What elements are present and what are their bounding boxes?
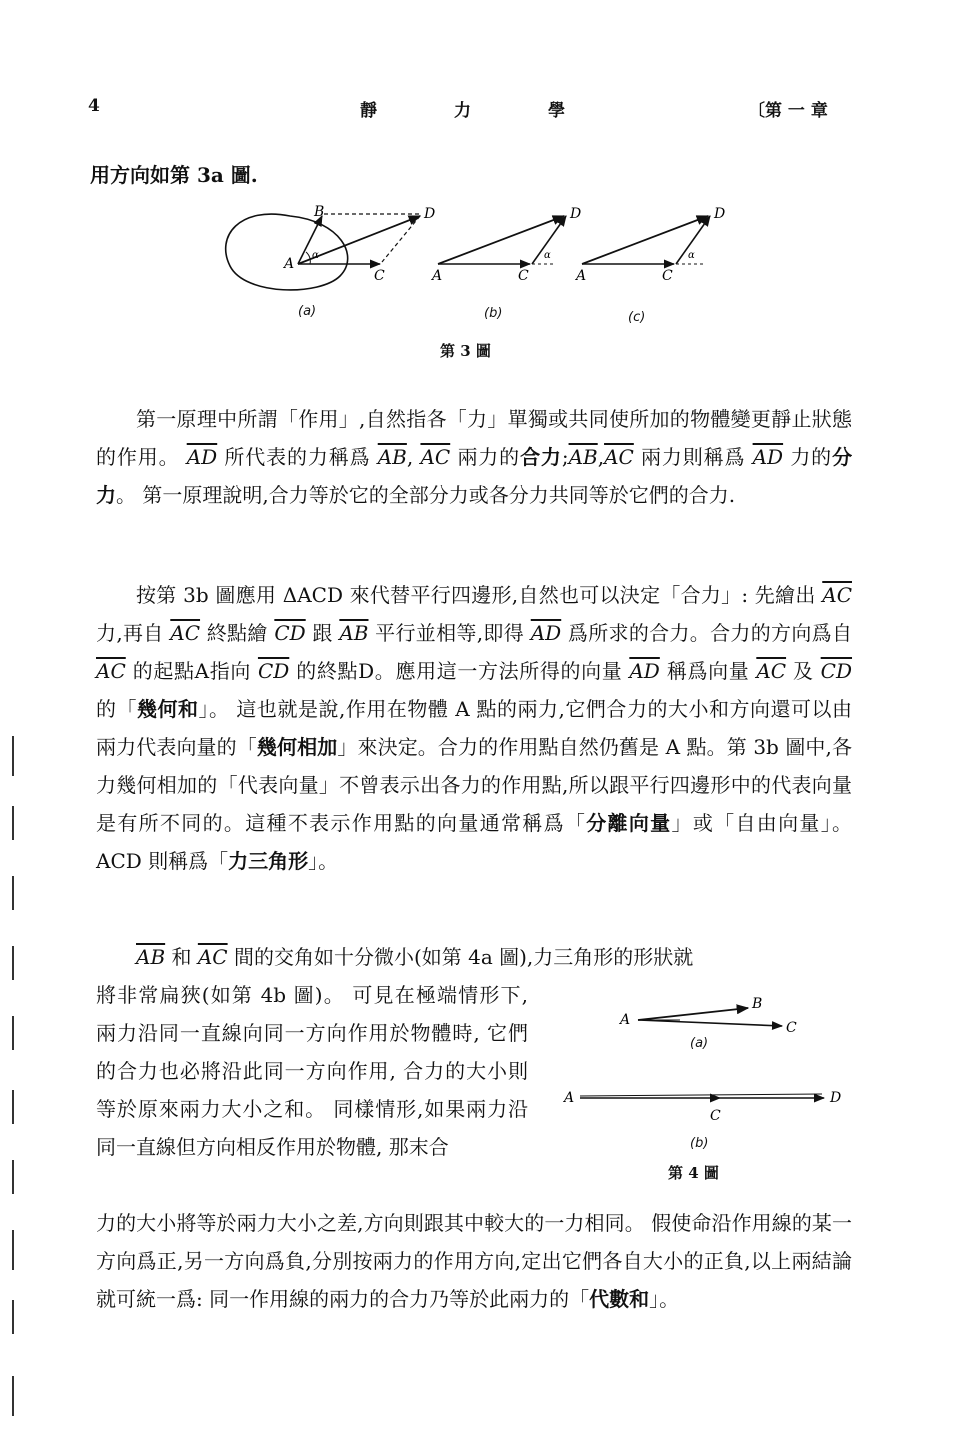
- fig3a-label-C: C: [374, 268, 385, 284]
- term-component: 分力: [96, 445, 853, 507]
- header-title-char-3: 學: [548, 101, 565, 121]
- header-chapter: 〔第 一 章: [748, 101, 828, 121]
- margin-mark: [12, 806, 14, 840]
- margin-mark: [12, 1230, 14, 1270]
- margin-mark: [12, 1016, 14, 1050]
- fig3c-label-D: D: [714, 206, 726, 222]
- fig4b-label-A: A: [564, 1090, 575, 1106]
- margin-mark: [12, 946, 14, 980]
- figure-3-caption: 第 3 圖: [440, 342, 491, 360]
- margin-mark: [12, 1376, 14, 1416]
- intro-line: 用方向如第 3a 圖.: [90, 163, 258, 187]
- term-algebraic-sum: 代數和: [589, 1287, 650, 1311]
- header-title-char-2: 力: [454, 101, 471, 121]
- vector-AC: $\overline{AC}$: [420, 445, 451, 469]
- term-geometric-sum: 幾何和: [137, 697, 199, 721]
- vector-AB: $\overline{AB}$: [377, 445, 407, 469]
- paragraph-3-bottom: 力的大小將等於兩力大小之差,方向則跟其中較大的一力相同。 假使命沿作用線的某一方向爲正,另一方向爲負,分別按兩力的作用方向,定出它們各自大小的正負,以上兩結論就可統一爲: 同一作用線的兩力的合力乃等於此兩力的「代數和」。: [96, 1211, 852, 1311]
- vector-AD: $\overline{AD}$: [186, 445, 218, 469]
- term-separated-vector: 分離向量: [586, 811, 672, 835]
- running-header: [88, 96, 848, 126]
- figure-4-caption: 第 4 圖: [668, 1164, 719, 1182]
- paragraph-3-left-column: 將非常扁狹(如第 4b 圖)。 可見在極端情形下, 兩力沿同一直線向同一方向作用於物體時, 它們的合力也必將沿此同一方向作用, 合力的大小則等於原來兩力大小之和。 同樣情形,如果兩力沿同一直線但方向相反作用於物體, 那末合: [96, 983, 528, 1159]
- fig4-subcaption-b: (b): [690, 1136, 709, 1151]
- fig4b-label-D: D: [830, 1090, 842, 1106]
- fig3a-label-B: B: [314, 204, 325, 220]
- fig3c-label-alpha: α: [688, 250, 695, 261]
- fig3b-label-alpha: α: [544, 250, 551, 261]
- paragraph-2: 按第 3b 圖應用 ΔACD 來代替平行四邊形,自然也可以決定「合力」: 先繪出 $\overline{AC}$ 力,再自 $\overline{AC}$ 終點繪 $\overline{CD}$ 跟 $\overline{AB}$ 平行並相等,即得 $\overline{AD}$ 爲所求的合力。合力的方向爲自 $\overline{AC}$ 的起點A指向 $\overline{CD}$ 的終點D。應用這一方法所得的向量 $\overline{AD}$ 稱爲向量 $\overline{AC}$ 及 $\overline{CD}$ 的「幾何和」。 這也就是說,作用在物體 A 點的兩力,它們合力的大小和方向還可以由兩力代表向量的「幾何相加」來決定。合力的作用點自然仍舊是 A 點。第 3b 圖中,各力幾何相加的「代表向量」不曾表示出各力的作用點,所以跟平行四邊形中的代表向量是有所不同的。這種不表示作用點的向量通常稱爲「分離向量」或「自由向量」。 ACD 則稱爲「力三角形」。: [96, 583, 853, 873]
- margin-mark: [12, 1090, 14, 1124]
- header-title-char-1: 靜: [360, 101, 377, 121]
- fig3b-label-C: C: [518, 268, 529, 284]
- figure-3a-diagram: [226, 214, 420, 290]
- figure-4: [560, 990, 850, 1130]
- figure-3: [210, 196, 750, 316]
- fig3a-label-alpha: α: [312, 250, 319, 261]
- fig3-subcaption-b: (b): [484, 306, 503, 321]
- fig3a-label-A: A: [284, 256, 295, 272]
- figure-4b-diagram: [580, 1094, 824, 1098]
- term-force-triangle: 力三角形: [228, 849, 309, 873]
- margin-mark: [12, 736, 14, 776]
- margin-mark: [12, 1160, 14, 1194]
- fig4b-label-C: C: [710, 1108, 721, 1124]
- fig3-subcaption-a: (a): [298, 304, 317, 319]
- term-resultant: 合力: [520, 445, 562, 469]
- margin-mark: [12, 1300, 14, 1334]
- fig4-subcaption-a: (a): [690, 1036, 709, 1051]
- fig3a-label-D: D: [424, 206, 436, 222]
- fig4a-label-A: A: [620, 1012, 631, 1028]
- fig4a-label-B: B: [752, 996, 763, 1012]
- paragraph-1: 第一原理中所謂「作用」,自然指各「力」單獨或共同使所加的物體變更靜止狀態的作用。 $\overline{AD}$ 所代表的力稱爲 $\overline{AB}$, $\overline{AC}$ 兩力的合力$;\overline{AB},\overline{AC}$ 兩力則稱爲 $\overline{AD}$ 力的分力。 第一原理說明,合力等於它的全部分力或各分力共同等於它們的合力.: [96, 407, 853, 507]
- margin-mark: [12, 876, 14, 910]
- term-geometric-addition: 幾何相加: [256, 735, 338, 759]
- paragraph-3-top: $\overline{AB}$ 和 $\overline{AC}$ 間的交角如十分微小(如第 4a 圖),力三角形的形狀就: [136, 945, 694, 969]
- fig3b-label-D: D: [570, 206, 582, 222]
- page-number: 4: [88, 96, 100, 116]
- fig3c-label-A: A: [576, 268, 587, 284]
- fig4a-label-C: C: [786, 1020, 797, 1036]
- fig3-subcaption-c: (c): [628, 310, 646, 325]
- fig3b-label-A: A: [432, 268, 443, 284]
- fig3c-label-C: C: [662, 268, 673, 284]
